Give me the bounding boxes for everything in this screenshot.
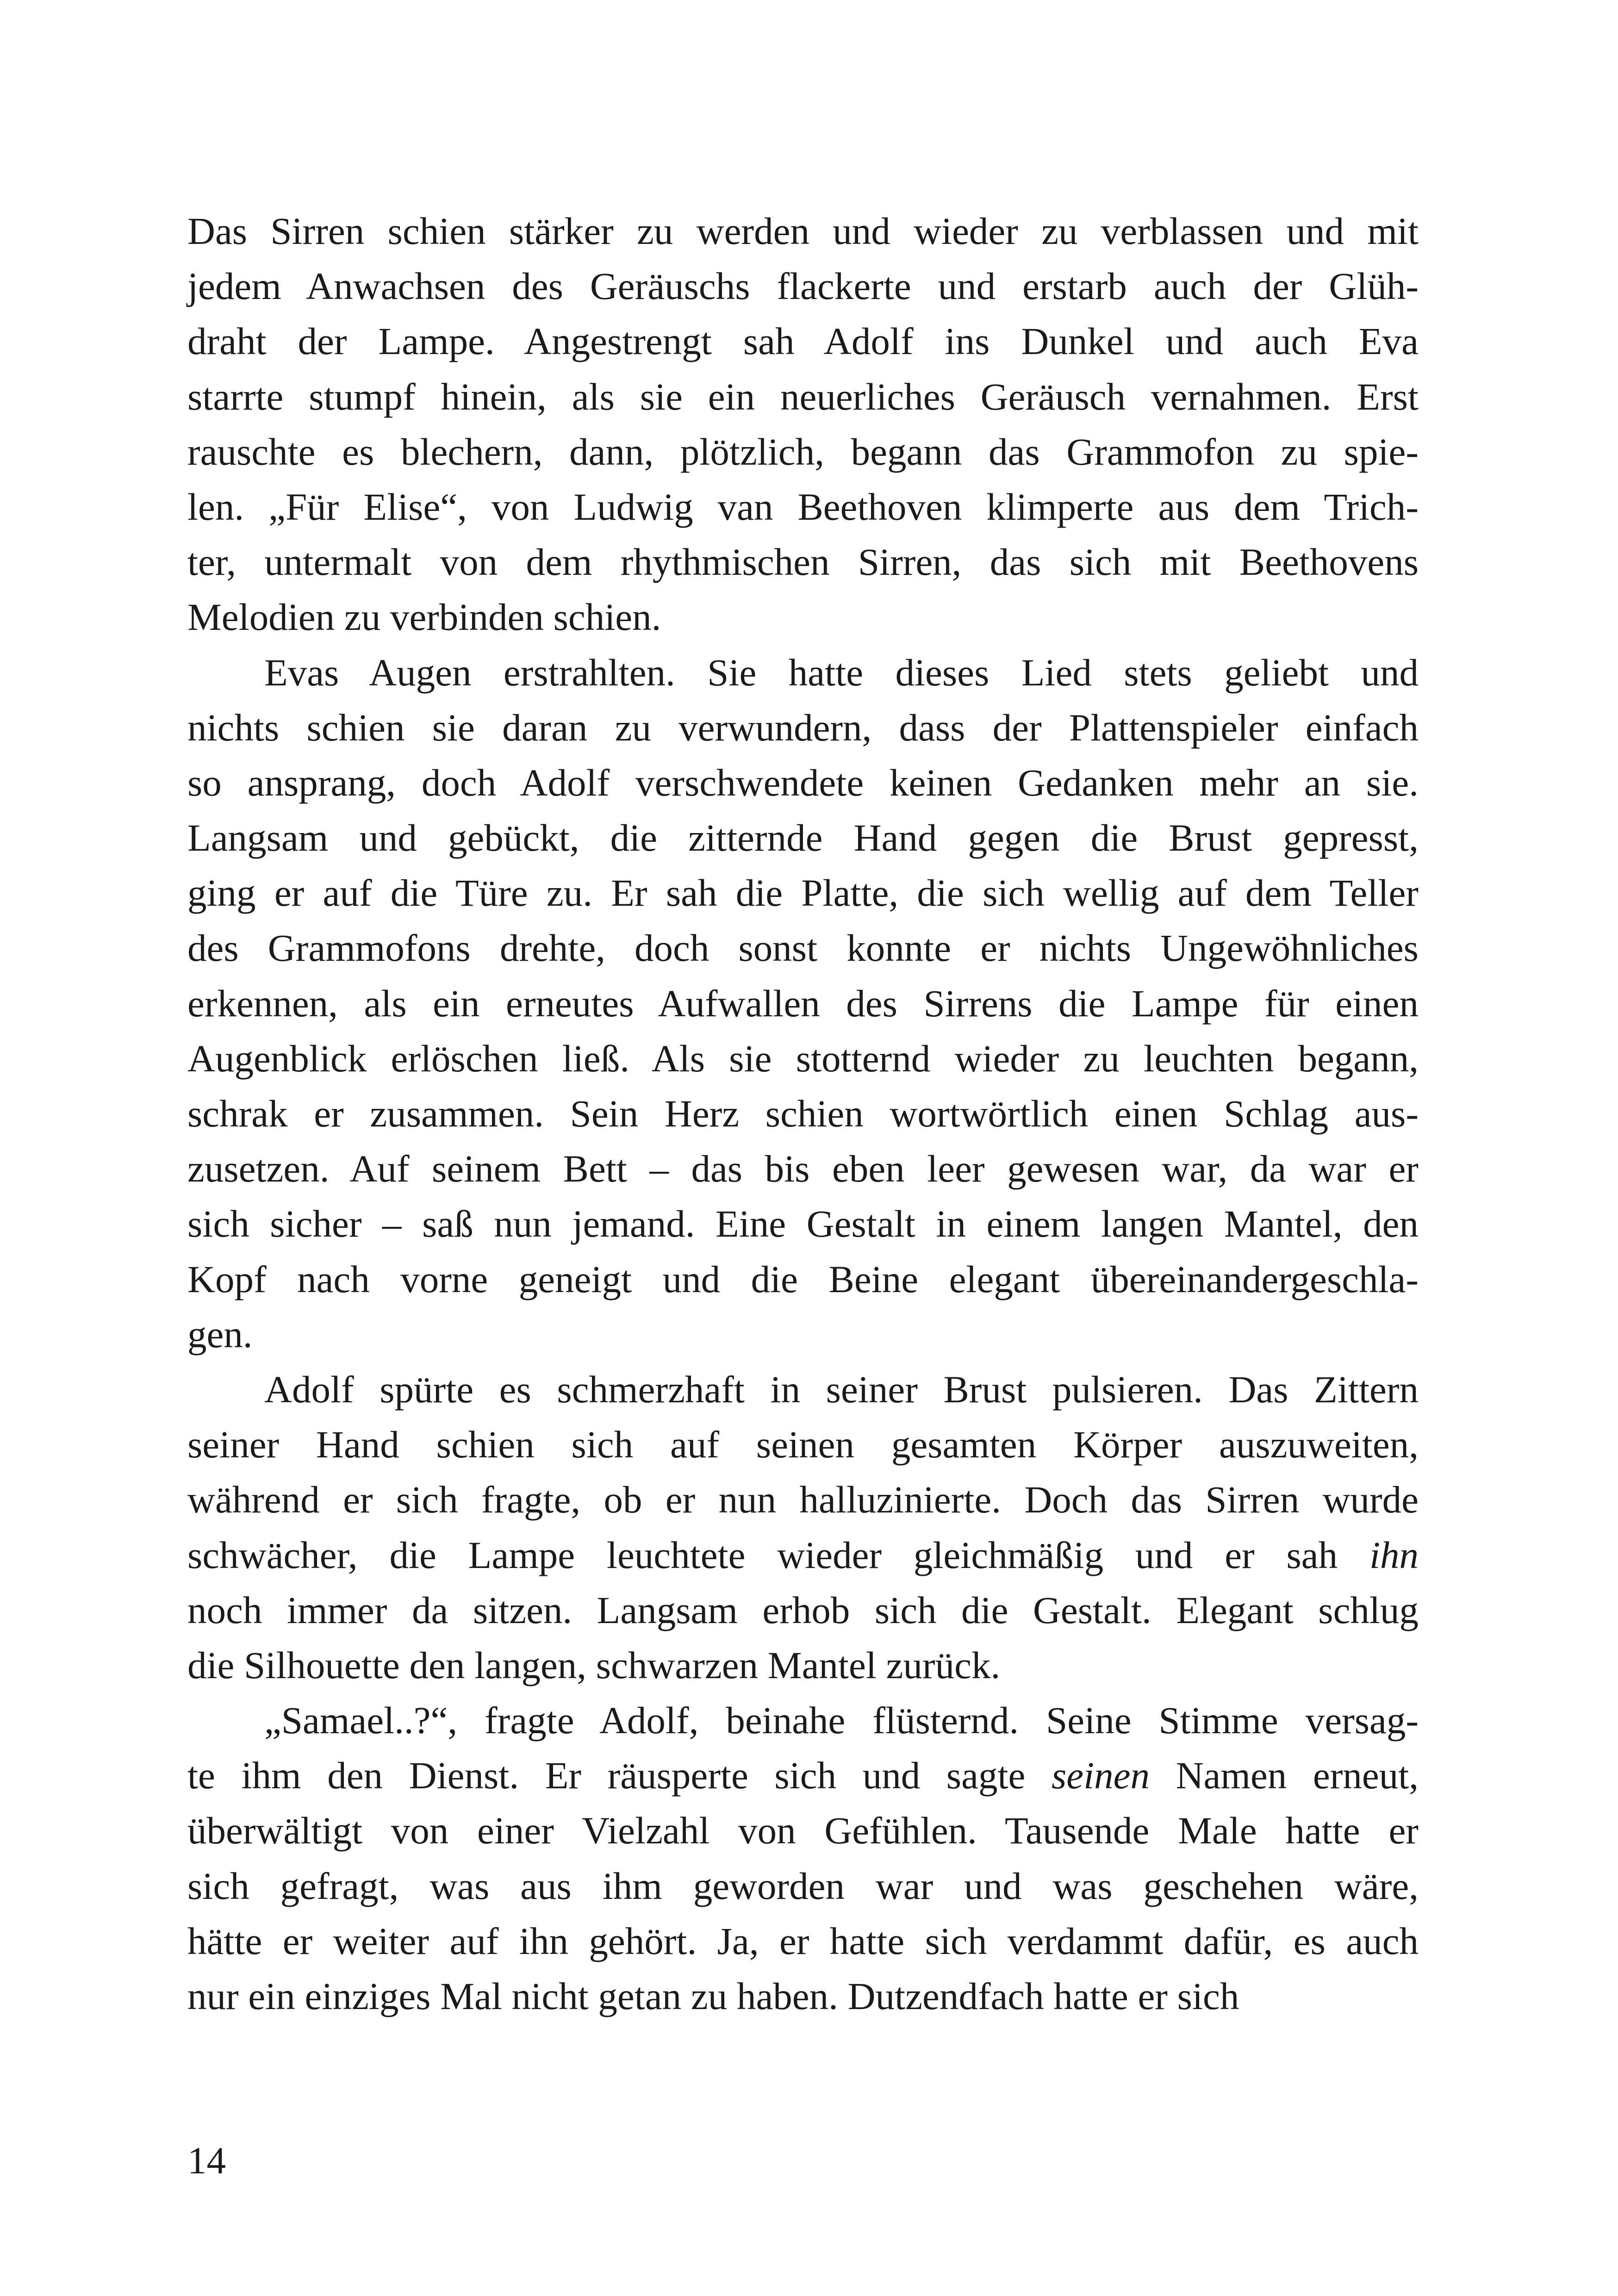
text-line: nichts schien sie daran zu verwundern, dass der Plattenspieler einfach bbox=[187, 706, 1419, 749]
text-line: jedem Anwachsen des Geräuschs flackerte und erstarb auch der Glüh- bbox=[187, 265, 1419, 308]
text-line: „Samael..?“, fragte Adolf, beinahe flüsternd. Seine Stimme versag- bbox=[264, 1699, 1419, 1742]
text-line: zusetzen. Auf seinem Bett – das bis eben leer gewesen war, da war er bbox=[187, 1147, 1419, 1190]
text-line: ter, untermalt von dem rhythmischen Sirren, das sich mit Beethovens bbox=[187, 541, 1419, 584]
text-line: sich gefragt, was aus ihm geworden war und was geschehen wäre, bbox=[187, 1864, 1419, 1907]
text-line: len. „Für Elise“, von Ludwig van Beethoven klimperte aus dem Trich- bbox=[187, 485, 1419, 528]
paragraph bbox=[187, 204, 1419, 645]
text-line: seiner Hand schien sich auf seinen gesamten Körper auszuweiten, bbox=[187, 1423, 1419, 1466]
text-line: Adolf spürte es schmerzhaft in seiner Brust pulsieren. Das Zittern bbox=[264, 1368, 1419, 1411]
body-text bbox=[187, 204, 1419, 2024]
emphasized-word: ihn bbox=[1369, 1533, 1419, 1576]
text-line: Das Sirren schien stärker zu werden und wieder zu verblassen und mit bbox=[187, 210, 1419, 252]
text-line: rauschte es blechern, dann, plötzlich, begann das Grammofon zu spie- bbox=[187, 430, 1419, 473]
text-line: während er sich fragte, ob er nun halluzinierte. Doch das Sirren wurde bbox=[187, 1478, 1419, 1521]
text-line bbox=[187, 1528, 1419, 1583]
emphasized-word: seinen bbox=[1051, 1754, 1150, 1797]
text-line: erkennen, als ein erneutes Aufwallen des Sirrens die Lampe für einen bbox=[187, 982, 1419, 1025]
text-line: gen. bbox=[187, 1313, 253, 1356]
paragraph bbox=[187, 645, 1419, 1362]
text-line: ging er auf die Türe zu. Er sah die Platte, die sich wellig auf dem Teller bbox=[187, 871, 1419, 915]
paragraph bbox=[187, 1693, 1419, 2024]
text-line: Langsam und gebückt, die zitternde Hand gegen die Brust gepresst, bbox=[187, 816, 1419, 859]
text-line: draht der Lampe. Angestrengt sah Adolf ins Dunkel und auch Eva bbox=[187, 320, 1419, 363]
text-line: sich sicher – saß nun jemand. Eine Gestalt in einem langen Mantel, den bbox=[187, 1202, 1419, 1245]
text-line: des Grammofons drehte, doch sonst konnte er nichts Ungewöhnliches bbox=[187, 927, 1419, 970]
text-line: Melodien zu verbinden schien. bbox=[187, 596, 661, 639]
text-line: Kopf nach vorne geneigt und die Beine elegant übereinandergeschla- bbox=[187, 1257, 1419, 1300]
text-line: hätte er weiter auf ihn gehört. Ja, er hatte sich verdammt dafür, es auch bbox=[187, 1919, 1419, 1962]
text-line: starrte stumpf hinein, als sie ein neuerliches Geräusch vernahmen. Erst bbox=[187, 375, 1419, 418]
text-line: überwältigt von einer Vielzahl von Gefühlen. Tausende Male hatte er bbox=[187, 1809, 1419, 1852]
page-number: 14 bbox=[187, 2139, 226, 2182]
text-run: Namen erneut, bbox=[1150, 1754, 1419, 1797]
text-run: schwächer, die Lampe leuchtete wieder gleichmäßig und er sah bbox=[187, 1533, 1369, 1576]
paragraph bbox=[187, 1362, 1419, 1693]
text-line bbox=[187, 1748, 1419, 1803]
text-line: so ansprang, doch Adolf verschwendete keinen Gedanken mehr an sie. bbox=[187, 761, 1419, 804]
text-line: Augenblick erlöschen ließ. Als sie stotternd wieder zu leuchten begann, bbox=[187, 1037, 1419, 1080]
text-line: schrak er zusammen. Sein Herz schien wortwörtlich einen Schlag aus- bbox=[187, 1092, 1419, 1135]
text-line: Evas Augen erstrahlten. Sie hatte dieses Lied stets geliebt und bbox=[264, 651, 1419, 694]
text-line: nur ein einziges Mal nicht getan zu haben. Dutzendfach hatte er sich bbox=[187, 1975, 1239, 2017]
text-line: die Silhouette den langen, schwarzen Mantel zurück. bbox=[187, 1643, 1001, 1686]
text-run: te ihm den Dienst. Er räusperte sich und sagte bbox=[187, 1754, 1052, 1797]
text-line: noch immer da sitzen. Langsam erhob sich die Gestalt. Elegant schlug bbox=[187, 1588, 1419, 1631]
